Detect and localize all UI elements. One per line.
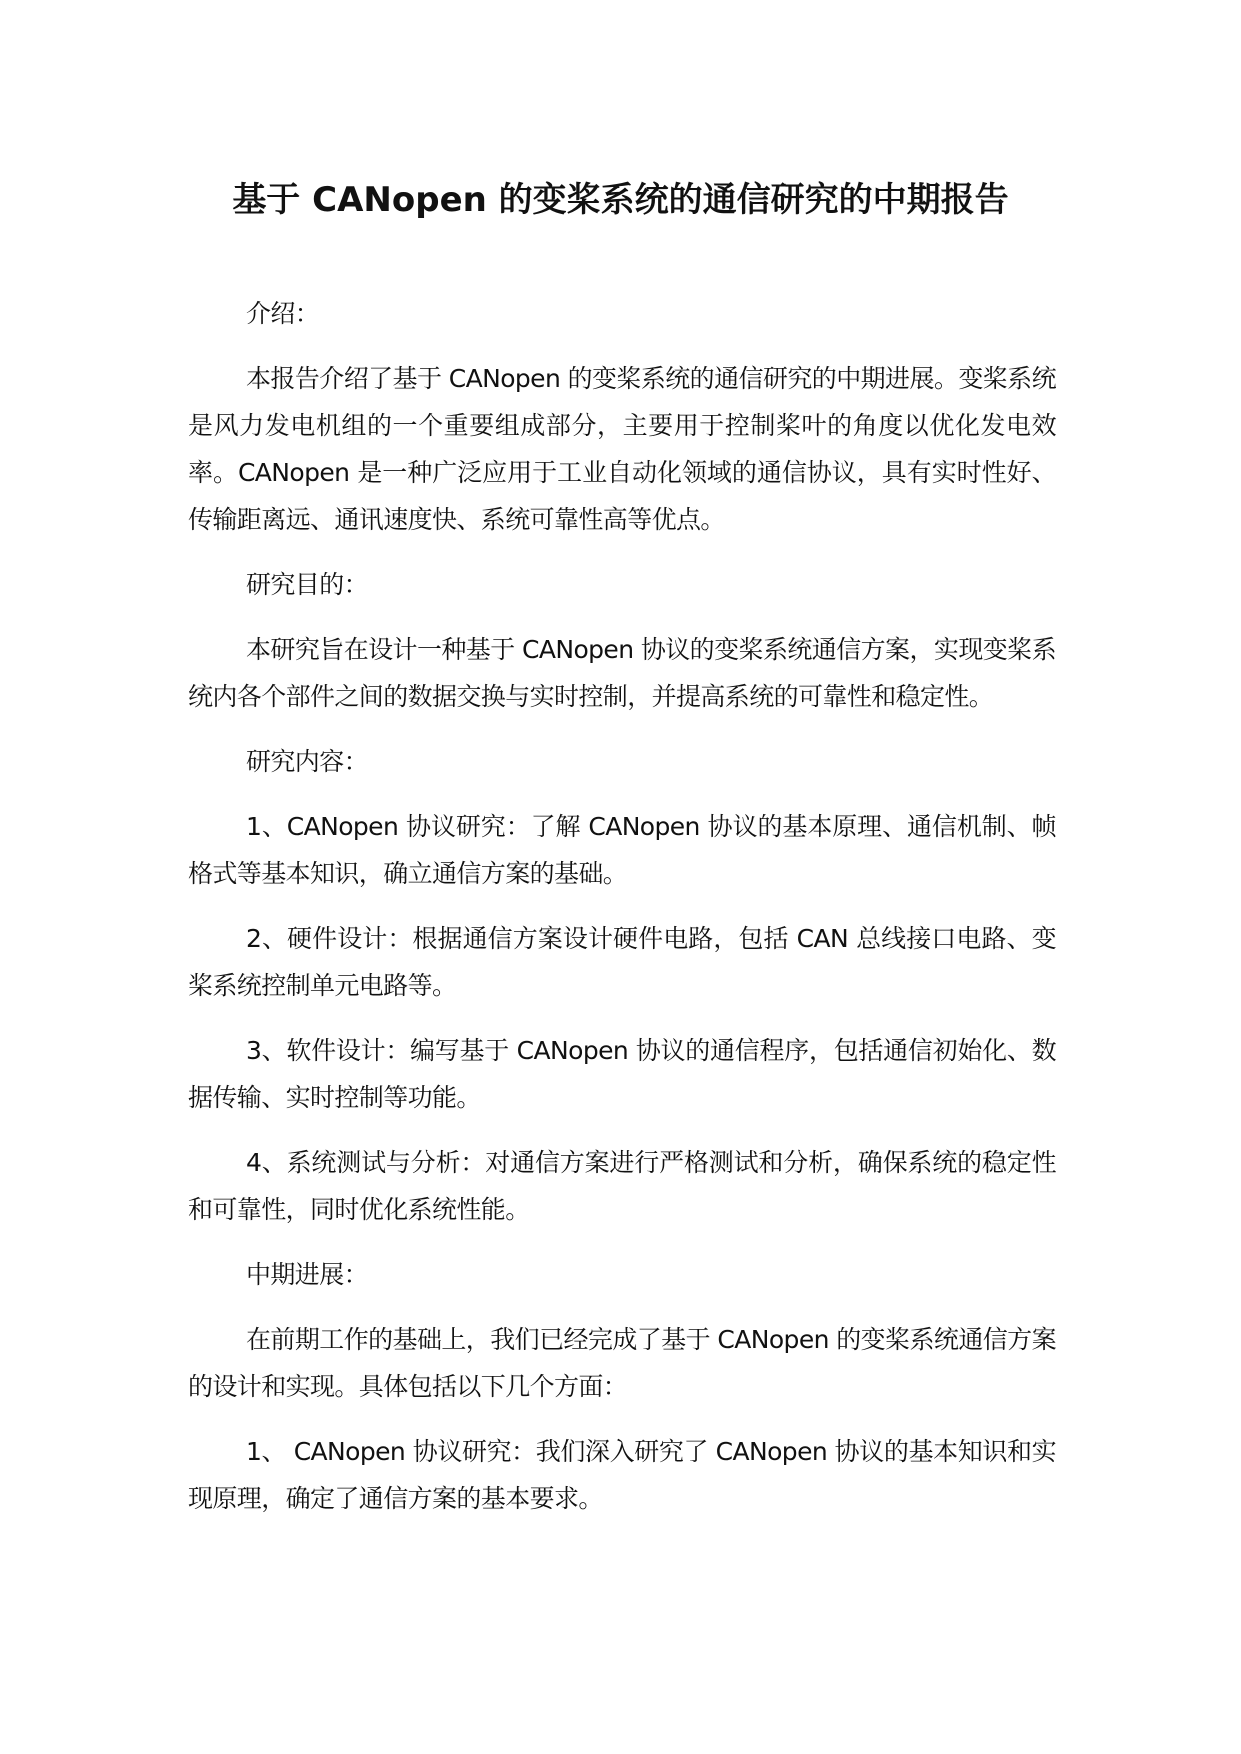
list-item-system-testing: 4、系统测试与分析：对通信方案进行严格测试和分析，确保系统的稳定性和可靠性，同时优化系统性能。 [188, 1148, 1056, 1224]
document-title: 基于 CANopen 的变桨系统的通信研究的中期报告 [232, 180, 1009, 220]
section-heading-content: 研究内容： [246, 747, 369, 776]
list-item-hardware-design: 2、硬件设计：根据通信方案设计硬件电路，包括 CAN 总线接口电路、变桨系统控制单元电路等。 [188, 924, 1056, 1000]
section-heading-purpose: 研究目的： [246, 570, 369, 599]
paragraph-progress: 在前期工作的基础上，我们已经完成了基于 CANopen 的变桨系统通信方案的设计和实现。具体包括以下几个方面： [188, 1325, 1056, 1401]
paragraph-introduction: 本报告介绍了基于 CANopen 的变桨系统的通信研究的中期进展。变桨系统是风力发电机组的一个重要组成部分，主要用于控制桨叶的角度以优化发电效率。CANopen 是一种广泛应用于工业自动化领域的通信协议，具有实时性好、传输距离远、通讯速度快、系统可靠性高等优点。 [188, 364, 1056, 534]
list-item-canopen-study: 1、CANopen 协议研究：了解 CANopen 协议的基本原理、通信机制、帧格式等基本知识，确立通信方案的基础。 [188, 812, 1056, 888]
document-body [188, 290, 1056, 1540]
paragraph-purpose: 本研究旨在设计一种基于 CANopen 协议的变桨系统通信方案，实现变桨系统内各个部件之间的数据交换与实时控制，并提高系统的可靠性和稳定性。 [188, 635, 1056, 711]
section-heading-progress: 中期进展： [246, 1260, 369, 1289]
section-heading-introduction: 介绍： [246, 299, 320, 328]
list-item-progress-canopen: 1、 CANopen 协议研究：我们深入研究了 CANopen 协议的基本知识和实现原理，确定了通信方案的基本要求。 [188, 1437, 1056, 1513]
list-item-software-design: 3、软件设计：编写基于 CANopen 协议的通信程序，包括通信初始化、数据传输、实时控制等功能。 [188, 1036, 1056, 1112]
